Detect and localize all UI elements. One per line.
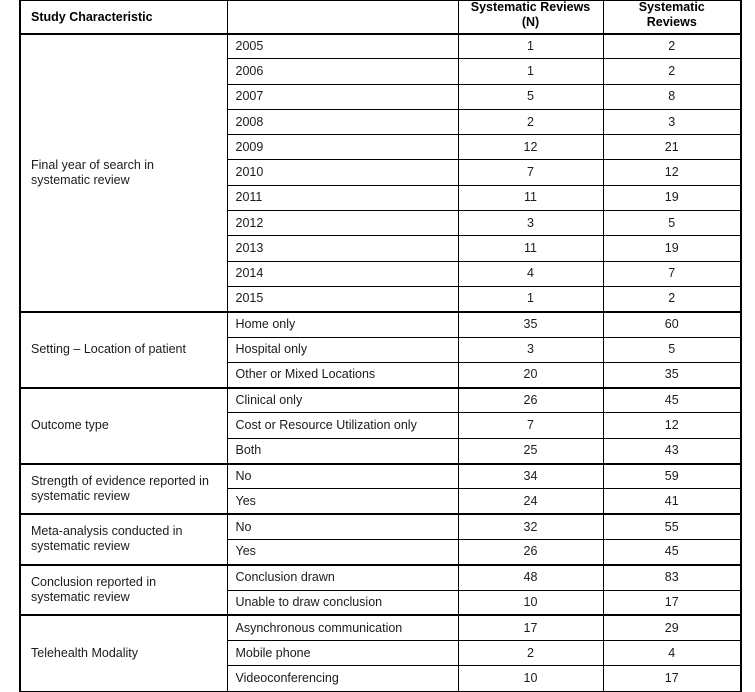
systematic-reviews-n-cell: 4	[458, 261, 603, 286]
header-line: Systematic Reviews	[470, 0, 591, 14]
category-cell: Mobile phone	[227, 641, 458, 666]
category-cell: 2012	[227, 211, 458, 236]
systematic-reviews-n-cell: 1	[458, 286, 603, 311]
category-cell: 2015	[227, 286, 458, 311]
systematic-reviews-pct-cell: 35	[603, 362, 741, 387]
systematic-reviews-pct-header-text	[604, 0, 741, 30]
category-cell: Unable to draw conclusion	[227, 590, 458, 615]
systematic-reviews-n-cell: 2	[458, 109, 603, 134]
header-line: Systematic	[638, 0, 705, 14]
systematic-reviews-pct-cell: 12	[603, 413, 741, 438]
systematic-reviews-n-cell: 32	[458, 514, 603, 539]
category-cell: No	[227, 464, 458, 489]
systematic-reviews-n-cell: 7	[458, 413, 603, 438]
study-characteristic-header: Study Characteristic	[20, 1, 227, 34]
systematic-reviews-pct-cell: 19	[603, 236, 741, 261]
systematic-reviews-pct-cell: 17	[603, 666, 741, 691]
systematic-reviews-n-cell: 26	[458, 539, 603, 564]
systematic-reviews-pct-cell: 41	[603, 489, 741, 514]
table-header-row	[20, 1, 741, 34]
systematic-reviews-pct-cell: 17	[603, 590, 741, 615]
table-row	[20, 514, 741, 539]
category-cell: Conclusion drawn	[227, 565, 458, 590]
systematic-reviews-n-cell: 1	[458, 34, 603, 59]
category-column-header	[227, 1, 458, 34]
systematic-reviews-n-cell: 2	[458, 641, 603, 666]
systematic-reviews-n-cell: 11	[458, 185, 603, 210]
systematic-reviews-pct-cell: 21	[603, 135, 741, 160]
systematic-reviews-n-cell: 35	[458, 312, 603, 337]
category-cell: Cost or Resource Utilization only	[227, 413, 458, 438]
category-cell: 2007	[227, 84, 458, 109]
category-cell: Asynchronous communication	[227, 615, 458, 640]
systematic-reviews-n-cell: 17	[458, 615, 603, 640]
systematic-reviews-pct-cell: 45	[603, 539, 741, 564]
systematic-reviews-pct-cell: 19	[603, 185, 741, 210]
category-cell: Other or Mixed Locations	[227, 362, 458, 387]
category-cell: 2014	[227, 261, 458, 286]
systematic-reviews-pct-cell: 2	[603, 34, 741, 59]
systematic-reviews-pct-header	[603, 1, 741, 34]
category-cell: No	[227, 514, 458, 539]
category-cell: Home only	[227, 312, 458, 337]
study-characteristic-cell: Meta-analysis conducted in systematic review	[20, 514, 227, 565]
systematic-reviews-n-cell: 3	[458, 211, 603, 236]
category-cell: Yes	[227, 489, 458, 514]
systematic-reviews-n-cell: 11	[458, 236, 603, 261]
study-characteristics-table	[19, 0, 742, 692]
systematic-reviews-pct-cell: 60	[603, 312, 741, 337]
systematic-reviews-n-cell: 10	[458, 590, 603, 615]
category-cell: 2010	[227, 160, 458, 185]
category-cell: 2009	[227, 135, 458, 160]
systematic-reviews-pct-cell: 43	[603, 438, 741, 463]
systematic-reviews-pct-cell: 83	[603, 565, 741, 590]
category-cell: Clinical only	[227, 388, 458, 413]
category-cell: Hospital only	[227, 337, 458, 362]
table-body	[20, 34, 741, 692]
systematic-reviews-pct-cell: 59	[603, 464, 741, 489]
systematic-reviews-pct-cell: 29	[603, 615, 741, 640]
table-row	[20, 615, 741, 640]
systematic-reviews-n-header-text	[459, 0, 603, 30]
category-cell: 2013	[227, 236, 458, 261]
systematic-reviews-n-cell: 26	[458, 388, 603, 413]
systematic-reviews-n-cell: 34	[458, 464, 603, 489]
table-row	[20, 312, 741, 337]
systematic-reviews-pct-cell: 12	[603, 160, 741, 185]
systematic-reviews-n-cell: 3	[458, 337, 603, 362]
systematic-reviews-pct-cell: 3	[603, 109, 741, 134]
category-cell: Yes	[227, 539, 458, 564]
study-characteristic-cell: Setting – Location of patient	[20, 312, 227, 388]
systematic-reviews-pct-cell: 2	[603, 286, 741, 311]
systematic-reviews-pct-cell: 5	[603, 337, 741, 362]
category-cell: Both	[227, 438, 458, 463]
category-cell: 2005	[227, 34, 458, 59]
systematic-reviews-pct-cell: 8	[603, 84, 741, 109]
systematic-reviews-pct-cell: 2	[603, 59, 741, 84]
systematic-reviews-n-cell: 12	[458, 135, 603, 160]
study-characteristic-cell: Outcome type	[20, 388, 227, 464]
header-line: Reviews	[646, 14, 697, 29]
category-cell: Videoconferencing	[227, 666, 458, 691]
systematic-reviews-pct-cell: 7	[603, 261, 741, 286]
systematic-reviews-n-cell: 25	[458, 438, 603, 463]
systematic-reviews-n-header	[458, 1, 603, 34]
table-row	[20, 464, 741, 489]
systematic-reviews-pct-cell: 5	[603, 211, 741, 236]
study-characteristic-cell: Final year of search in systematic review	[20, 34, 227, 312]
systematic-reviews-n-cell: 20	[458, 362, 603, 387]
category-cell: 2008	[227, 109, 458, 134]
table-row	[20, 34, 741, 59]
systematic-reviews-n-cell: 1	[458, 59, 603, 84]
study-characteristic-cell: Strength of evidence reported in systematic review	[20, 464, 227, 515]
study-characteristic-cell: Telehealth Modality	[20, 615, 227, 691]
systematic-reviews-n-cell: 7	[458, 160, 603, 185]
systematic-reviews-pct-cell: 45	[603, 388, 741, 413]
systematic-reviews-n-cell: 10	[458, 666, 603, 691]
category-cell: 2011	[227, 185, 458, 210]
header-line: (N)	[521, 14, 540, 29]
systematic-reviews-n-cell: 5	[458, 84, 603, 109]
systematic-reviews-n-cell: 48	[458, 565, 603, 590]
systematic-reviews-pct-cell: 55	[603, 514, 741, 539]
systematic-reviews-n-cell: 24	[458, 489, 603, 514]
systematic-reviews-pct-cell: 4	[603, 641, 741, 666]
table-row	[20, 565, 741, 590]
study-characteristic-cell: Conclusion reported in systematic review	[20, 565, 227, 616]
table-row	[20, 388, 741, 413]
category-cell: 2006	[227, 59, 458, 84]
